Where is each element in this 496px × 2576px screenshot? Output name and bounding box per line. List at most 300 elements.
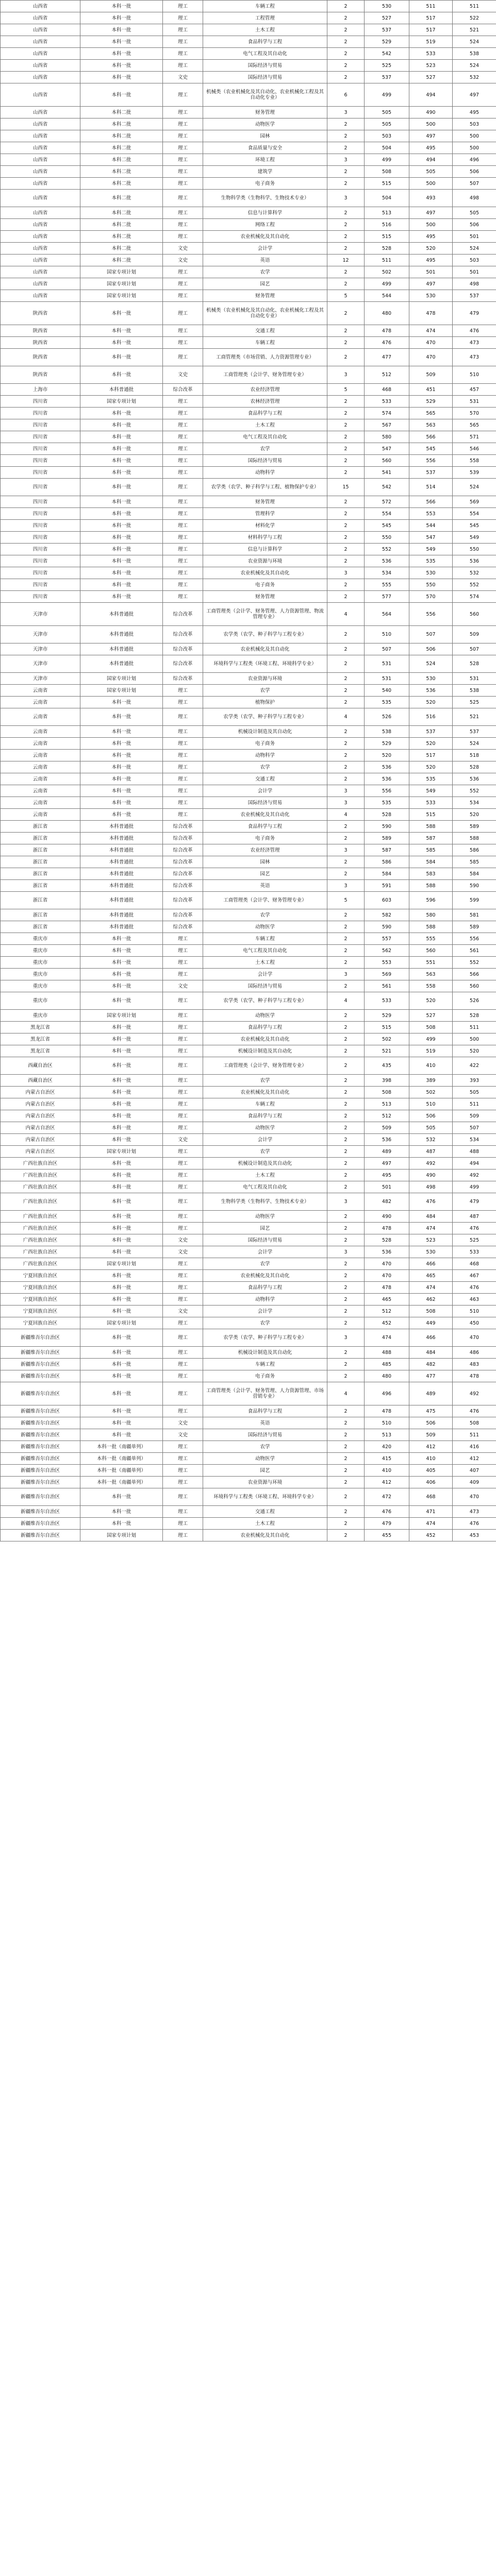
table-row [1, 1, 496, 12]
major-cell: 电子商务 [203, 579, 327, 591]
plan-count-cell: 2 [327, 142, 365, 154]
table-row [1, 255, 496, 266]
major-cell: 食品科学与工程 [203, 821, 327, 833]
avg-score-cell: 495 [453, 107, 496, 118]
category-cell: 理工 [163, 726, 203, 738]
plan-count-cell: 15 [327, 479, 365, 496]
plan-count-cell: 2 [327, 1075, 365, 1087]
province-cell: 重庆市 [1, 1010, 80, 1022]
plan-count-cell: 5 [327, 384, 365, 396]
category-cell: 理工 [163, 520, 203, 532]
min-score-cell: 506 [409, 1417, 453, 1429]
min-score-cell: 519 [409, 36, 453, 48]
avg-score-cell: 499 [453, 1181, 496, 1193]
category-cell: 理工 [163, 1405, 203, 1417]
province-cell: 新疆维吾尔自治区 [1, 1530, 80, 1541]
min-score-cell: 502 [409, 1087, 453, 1098]
major-cell: 车辆工程 [203, 1359, 327, 1370]
min-score-cell: 517 [409, 12, 453, 24]
min-score-cell: 511 [409, 1, 453, 12]
plan-count-cell: 2 [327, 957, 365, 969]
min-score-cell: 545 [409, 443, 453, 455]
category-cell: 理工 [163, 219, 203, 231]
min-score-cell: 566 [409, 496, 453, 508]
major-cell: 园林 [203, 130, 327, 142]
batch-cell: 本科一批 [80, 1506, 163, 1518]
max-score-cell: 410 [365, 1465, 409, 1477]
table-row [1, 844, 496, 856]
plan-count-cell: 2 [327, 118, 365, 130]
table-row [1, 921, 496, 933]
max-score-cell: 509 [365, 1122, 409, 1134]
min-score-cell: 497 [409, 207, 453, 219]
category-cell: 文史 [163, 1246, 203, 1258]
max-score-cell: 512 [365, 366, 409, 384]
avg-score-cell: 450 [453, 1317, 496, 1329]
major-cell: 土木工程 [203, 419, 327, 431]
category-cell: 理工 [163, 1146, 203, 1158]
province-cell: 西藏自治区 [1, 1057, 80, 1075]
min-score-cell: 508 [409, 1022, 453, 1033]
table-row [1, 337, 496, 349]
category-cell: 综合改革 [163, 844, 203, 856]
table-row [1, 1441, 496, 1453]
category-cell: 理工 [163, 797, 203, 809]
category-cell: 理工 [163, 1294, 203, 1306]
major-cell: 农学 [203, 909, 327, 921]
batch-cell: 本科一批 [80, 1057, 163, 1075]
province-cell: 内蒙古自治区 [1, 1110, 80, 1122]
category-cell: 理工 [163, 591, 203, 603]
major-cell: 电子商务 [203, 738, 327, 750]
max-score-cell: 420 [365, 1441, 409, 1453]
table-row [1, 1223, 496, 1234]
min-score-cell: 505 [409, 166, 453, 178]
province-cell: 天津市 [1, 655, 80, 673]
min-score-cell: 470 [409, 349, 453, 366]
max-score-cell: 490 [365, 1211, 409, 1223]
plan-count-cell: 2 [327, 1223, 365, 1234]
table-body [1, 1, 496, 1541]
max-score-cell: 534 [365, 567, 409, 579]
table-row [1, 166, 496, 178]
plan-count-cell: 2 [327, 1359, 365, 1370]
category-cell: 理工 [163, 48, 203, 60]
category-cell: 理工 [163, 1477, 203, 1488]
category-cell: 理工 [163, 761, 203, 773]
plan-count-cell: 3 [327, 567, 365, 579]
min-score-cell: 471 [409, 1506, 453, 1518]
min-score-cell: 476 [409, 1193, 453, 1211]
major-cell: 农学 [203, 761, 327, 773]
category-cell: 综合改革 [163, 603, 203, 626]
province-cell: 四川省 [1, 591, 80, 603]
max-score-cell: 521 [365, 1045, 409, 1057]
avg-score-cell: 536 [453, 773, 496, 785]
max-score-cell: 603 [365, 892, 409, 909]
major-cell: 工商管理类（市场营销、人力资源管理专业） [203, 349, 327, 366]
plan-count-cell: 2 [327, 1441, 365, 1453]
category-cell: 理工 [163, 992, 203, 1010]
table-row [1, 1306, 496, 1317]
avg-score-cell: 581 [453, 909, 496, 921]
avg-score-cell: 473 [453, 337, 496, 349]
avg-score-cell: 463 [453, 1294, 496, 1306]
category-cell: 文史 [163, 255, 203, 266]
category-cell: 理工 [163, 933, 203, 945]
avg-score-cell: 501 [453, 231, 496, 243]
major-cell: 生物科学类（生物科学、生物技术专业） [203, 1193, 327, 1211]
plan-count-cell: 3 [327, 844, 365, 856]
table-row [1, 431, 496, 443]
plan-count-cell: 2 [327, 207, 365, 219]
avg-score-cell: 561 [453, 945, 496, 957]
plan-count-cell: 2 [327, 643, 365, 655]
major-cell: 农业经济管理 [203, 384, 327, 396]
avg-score-cell: 416 [453, 1441, 496, 1453]
avg-score-cell: 479 [453, 302, 496, 325]
avg-score-cell: 479 [453, 1193, 496, 1211]
category-cell: 理工 [163, 278, 203, 290]
plan-count-cell: 3 [327, 190, 365, 207]
major-cell: 电子商务 [203, 1370, 327, 1382]
min-score-cell: 544 [409, 520, 453, 532]
major-cell: 电气工程及其自动化 [203, 1181, 327, 1193]
min-score-cell: 537 [409, 726, 453, 738]
max-score-cell: 480 [365, 1370, 409, 1382]
batch-cell: 本科一批 [80, 761, 163, 773]
batch-cell: 国家专项计划 [80, 266, 163, 278]
major-cell: 生物科学类（生物科学、生物技术专业） [203, 190, 327, 207]
plan-count-cell: 4 [327, 1382, 365, 1405]
plan-count-cell: 2 [327, 1211, 365, 1223]
min-score-cell: 515 [409, 809, 453, 821]
category-cell: 理工 [163, 1045, 203, 1057]
province-cell: 云南省 [1, 785, 80, 797]
min-score-cell: 553 [409, 508, 453, 520]
plan-count-cell: 3 [327, 107, 365, 118]
major-cell: 机械设计制造及其自动化 [203, 1045, 327, 1057]
major-cell: 会计学 [203, 1246, 327, 1258]
province-cell: 山西省 [1, 255, 80, 266]
max-score-cell: 564 [365, 603, 409, 626]
batch-cell: 本科一批 [80, 1329, 163, 1347]
province-cell: 新疆维吾尔自治区 [1, 1488, 80, 1506]
batch-cell: 本科二批 [80, 154, 163, 166]
category-cell: 理工 [163, 508, 203, 520]
min-score-cell: 500 [409, 118, 453, 130]
table-row [1, 130, 496, 142]
category-cell: 理工 [163, 1223, 203, 1234]
category-cell: 文史 [163, 1429, 203, 1441]
min-score-cell: 506 [409, 1110, 453, 1122]
max-score-cell: 591 [365, 880, 409, 892]
min-score-cell: 517 [409, 24, 453, 36]
province-cell: 广西壮族自治区 [1, 1234, 80, 1246]
province-cell: 广西壮族自治区 [1, 1246, 80, 1258]
category-cell: 理工 [163, 12, 203, 24]
major-cell: 农业机械化及其自动化 [203, 1033, 327, 1045]
min-score-cell: 509 [409, 366, 453, 384]
plan-count-cell: 2 [327, 1465, 365, 1477]
plan-count-cell: 2 [327, 833, 365, 844]
avg-score-cell: 487 [453, 1211, 496, 1223]
batch-cell: 本科普通批 [80, 921, 163, 933]
max-score-cell: 510 [365, 626, 409, 643]
avg-score-cell: 536 [453, 555, 496, 567]
avg-score-cell: 588 [453, 833, 496, 844]
table-row [1, 36, 496, 48]
batch-cell: 本科普通批 [80, 909, 163, 921]
batch-cell: 本科一批 [80, 591, 163, 603]
max-score-cell: 544 [365, 290, 409, 302]
min-score-cell: 489 [409, 1382, 453, 1405]
table-row [1, 1488, 496, 1506]
avg-score-cell: 554 [453, 508, 496, 520]
batch-cell: 本科普通批 [80, 626, 163, 643]
major-cell: 电子商务 [203, 178, 327, 190]
avg-score-cell: 422 [453, 1057, 496, 1075]
avg-score-cell: 453 [453, 1530, 496, 1541]
major-cell: 会计学 [203, 1306, 327, 1317]
avg-score-cell: 552 [453, 579, 496, 591]
major-cell: 管理科学 [203, 508, 327, 520]
table-row [1, 945, 496, 957]
province-cell: 重庆市 [1, 969, 80, 980]
major-cell: 建筑学 [203, 166, 327, 178]
avg-score-cell: 470 [453, 1488, 496, 1506]
category-cell: 文史 [163, 366, 203, 384]
max-score-cell: 504 [365, 190, 409, 207]
min-score-cell: 466 [409, 1329, 453, 1347]
plan-count-cell: 2 [327, 278, 365, 290]
min-score-cell: 495 [409, 142, 453, 154]
major-cell: 农业机械化及其自动化 [203, 1087, 327, 1098]
max-score-cell: 478 [365, 1282, 409, 1294]
category-cell: 理工 [163, 24, 203, 36]
category-cell: 文史 [163, 72, 203, 83]
min-score-cell: 523 [409, 60, 453, 72]
plan-count-cell: 2 [327, 1134, 365, 1146]
min-score-cell: 514 [409, 479, 453, 496]
avg-score-cell: 500 [453, 130, 496, 142]
table-row [1, 1134, 496, 1146]
max-score-cell: 527 [365, 12, 409, 24]
plan-count-cell: 2 [327, 1110, 365, 1122]
table-row [1, 1347, 496, 1359]
plan-count-cell: 3 [327, 366, 365, 384]
max-score-cell: 547 [365, 443, 409, 455]
province-cell: 山西省 [1, 48, 80, 60]
plan-count-cell: 2 [327, 1270, 365, 1282]
province-cell: 天津市 [1, 643, 80, 655]
plan-count-cell: 2 [327, 1033, 365, 1045]
province-cell: 广西壮族自治区 [1, 1158, 80, 1170]
batch-cell: 国家专项计划 [80, 1010, 163, 1022]
max-score-cell: 531 [365, 673, 409, 685]
avg-score-cell: 546 [453, 443, 496, 455]
min-score-cell: 556 [409, 603, 453, 626]
major-cell: 机械类（农业机械化及其自动化、农业机械化工程及其自动化专业） [203, 302, 327, 325]
category-cell: 理工 [163, 1359, 203, 1370]
table-row [1, 567, 496, 579]
min-score-cell: 510 [409, 1098, 453, 1110]
avg-score-cell: 506 [453, 219, 496, 231]
avg-score-cell: 565 [453, 419, 496, 431]
avg-score-cell: 571 [453, 431, 496, 443]
table-row [1, 655, 496, 673]
avg-score-cell: 524 [453, 243, 496, 255]
avg-score-cell: 409 [453, 1477, 496, 1488]
batch-cell: 本科一批 [80, 508, 163, 520]
table-row [1, 408, 496, 419]
batch-cell: 本科一批 [80, 1405, 163, 1417]
plan-count-cell: 2 [327, 1158, 365, 1170]
batch-cell: 本科一批 [80, 1429, 163, 1441]
table-row [1, 1158, 496, 1170]
province-cell: 重庆市 [1, 980, 80, 992]
plan-count-cell: 2 [327, 302, 365, 325]
province-cell: 天津市 [1, 603, 80, 626]
category-cell: 综合改革 [163, 655, 203, 673]
avg-score-cell: 509 [453, 1110, 496, 1122]
batch-cell: 本科一批 [80, 738, 163, 750]
max-score-cell: 542 [365, 48, 409, 60]
plan-count-cell: 2 [327, 178, 365, 190]
province-cell: 新疆维吾尔自治区 [1, 1506, 80, 1518]
plan-count-cell: 2 [327, 1, 365, 12]
plan-count-cell: 2 [327, 1429, 365, 1441]
province-cell: 山西省 [1, 166, 80, 178]
province-cell: 云南省 [1, 708, 80, 726]
min-score-cell: 520 [409, 992, 453, 1010]
major-cell: 材料科学与工程 [203, 532, 327, 544]
avg-score-cell: 532 [453, 567, 496, 579]
category-cell: 理工 [163, 408, 203, 419]
max-score-cell: 536 [365, 761, 409, 773]
province-cell: 浙江省 [1, 892, 80, 909]
min-score-cell: 494 [409, 83, 453, 107]
category-cell: 综合改革 [163, 673, 203, 685]
batch-cell: 本科一批 [80, 809, 163, 821]
category-cell: 综合改革 [163, 643, 203, 655]
category-cell: 理工 [163, 969, 203, 980]
plan-count-cell: 2 [327, 1045, 365, 1057]
category-cell: 理工 [163, 1382, 203, 1405]
major-cell: 农学 [203, 443, 327, 455]
category-cell: 理工 [163, 1506, 203, 1518]
table-row [1, 591, 496, 603]
min-score-cell: 536 [409, 685, 453, 697]
major-cell: 网络工程 [203, 219, 327, 231]
table-row [1, 1329, 496, 1347]
max-score-cell: 587 [365, 844, 409, 856]
table-row [1, 1211, 496, 1223]
plan-count-cell: 2 [327, 868, 365, 880]
avg-score-cell: 552 [453, 957, 496, 969]
min-score-cell: 405 [409, 1465, 453, 1477]
max-score-cell: 555 [365, 579, 409, 591]
province-cell: 山西省 [1, 142, 80, 154]
max-score-cell: 515 [365, 231, 409, 243]
province-cell: 陕西省 [1, 325, 80, 337]
province-cell: 宁夏回族自治区 [1, 1294, 80, 1306]
min-score-cell: 533 [409, 48, 453, 60]
category-cell: 综合改革 [163, 892, 203, 909]
category-cell: 理工 [163, 1075, 203, 1087]
category-cell: 理工 [163, 107, 203, 118]
batch-cell: 本科一批 [80, 1110, 163, 1122]
table-row [1, 1122, 496, 1134]
table-row [1, 1193, 496, 1211]
avg-score-cell: 468 [453, 1258, 496, 1270]
major-cell: 材料化学 [203, 520, 327, 532]
batch-cell: 本科一批 [80, 12, 163, 24]
table-row [1, 479, 496, 496]
table-row [1, 1170, 496, 1181]
batch-cell: 本科普通批 [80, 844, 163, 856]
province-cell: 浙江省 [1, 844, 80, 856]
avg-score-cell: 492 [453, 1382, 496, 1405]
category-cell: 理工 [163, 1110, 203, 1122]
batch-cell: 本科一批 [80, 708, 163, 726]
max-score-cell: 529 [365, 36, 409, 48]
major-cell: 工商管理类（会计学、财务管理、人力资源管理、市场营销专业） [203, 1382, 327, 1405]
avg-score-cell: 545 [453, 520, 496, 532]
batch-cell: 本科一批 [80, 496, 163, 508]
min-score-cell: 530 [409, 1246, 453, 1258]
major-cell: 农业资源与环境 [203, 555, 327, 567]
avg-score-cell: 526 [453, 992, 496, 1010]
batch-cell: 本科一批 [80, 467, 163, 479]
plan-count-cell: 2 [327, 591, 365, 603]
max-score-cell: 468 [365, 384, 409, 396]
max-score-cell: 556 [365, 785, 409, 797]
batch-cell: 本科一批 [80, 567, 163, 579]
category-cell: 理工 [163, 166, 203, 178]
min-score-cell: 555 [409, 933, 453, 945]
avg-score-cell: 486 [453, 1347, 496, 1359]
table-row [1, 643, 496, 655]
max-score-cell: 478 [365, 1223, 409, 1234]
province-cell: 山西省 [1, 243, 80, 255]
min-score-cell: 482 [409, 1359, 453, 1370]
batch-cell: 本科二批 [80, 118, 163, 130]
table-row [1, 325, 496, 337]
avg-score-cell: 476 [453, 1282, 496, 1294]
category-cell: 理工 [163, 130, 203, 142]
max-score-cell: 537 [365, 72, 409, 83]
major-cell: 工商管理类（会计学、财务管理专业） [203, 892, 327, 909]
avg-score-cell: 538 [453, 48, 496, 60]
table-row [1, 290, 496, 302]
province-cell: 山西省 [1, 118, 80, 130]
table-row [1, 60, 496, 72]
avg-score-cell: 476 [453, 325, 496, 337]
plan-count-cell: 4 [327, 809, 365, 821]
batch-cell: 本科一批 [80, 431, 163, 443]
table-row [1, 1453, 496, 1465]
province-cell: 广西壮族自治区 [1, 1223, 80, 1234]
batch-cell: 本科二批 [80, 255, 163, 266]
category-cell: 理工 [163, 1465, 203, 1477]
avg-score-cell: 532 [453, 72, 496, 83]
batch-cell: 国家专项计划 [80, 685, 163, 697]
avg-score-cell: 520 [453, 809, 496, 821]
plan-count-cell: 2 [327, 921, 365, 933]
plan-count-cell: 5 [327, 892, 365, 909]
min-score-cell: 497 [409, 278, 453, 290]
